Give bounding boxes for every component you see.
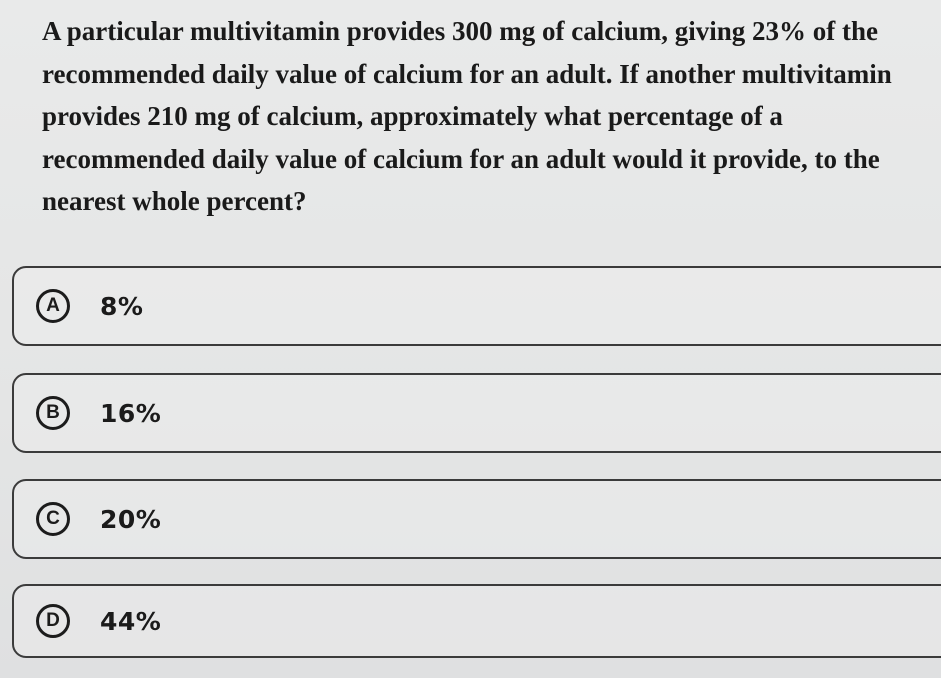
answer-option-b[interactable] [12,373,941,453]
option-a-text: 8% [100,291,144,321]
option-b-text: 16% [100,398,162,428]
option-letter-d-badge: D [36,604,70,638]
option-c-text: 20% [100,504,162,534]
answer-option-c[interactable] [12,479,941,559]
answer-option-a[interactable] [12,266,941,346]
option-d-text: 44% [100,606,162,636]
answer-option-d[interactable] [12,584,941,658]
question-text: A particular multivitamin provides 300 mg of calcium, giving 23% of the recommended daily value of calcium for an adult. If another multivitamin provides 210 mg of calcium, approximately what percentage of a recommended daily value of calcium for an adult would it provide, to the nearest whole percent? [42,16,892,216]
option-letter-a-badge: A [36,289,70,323]
option-letter-b-badge: B [36,396,70,430]
option-letter-c-badge: C [36,502,70,536]
